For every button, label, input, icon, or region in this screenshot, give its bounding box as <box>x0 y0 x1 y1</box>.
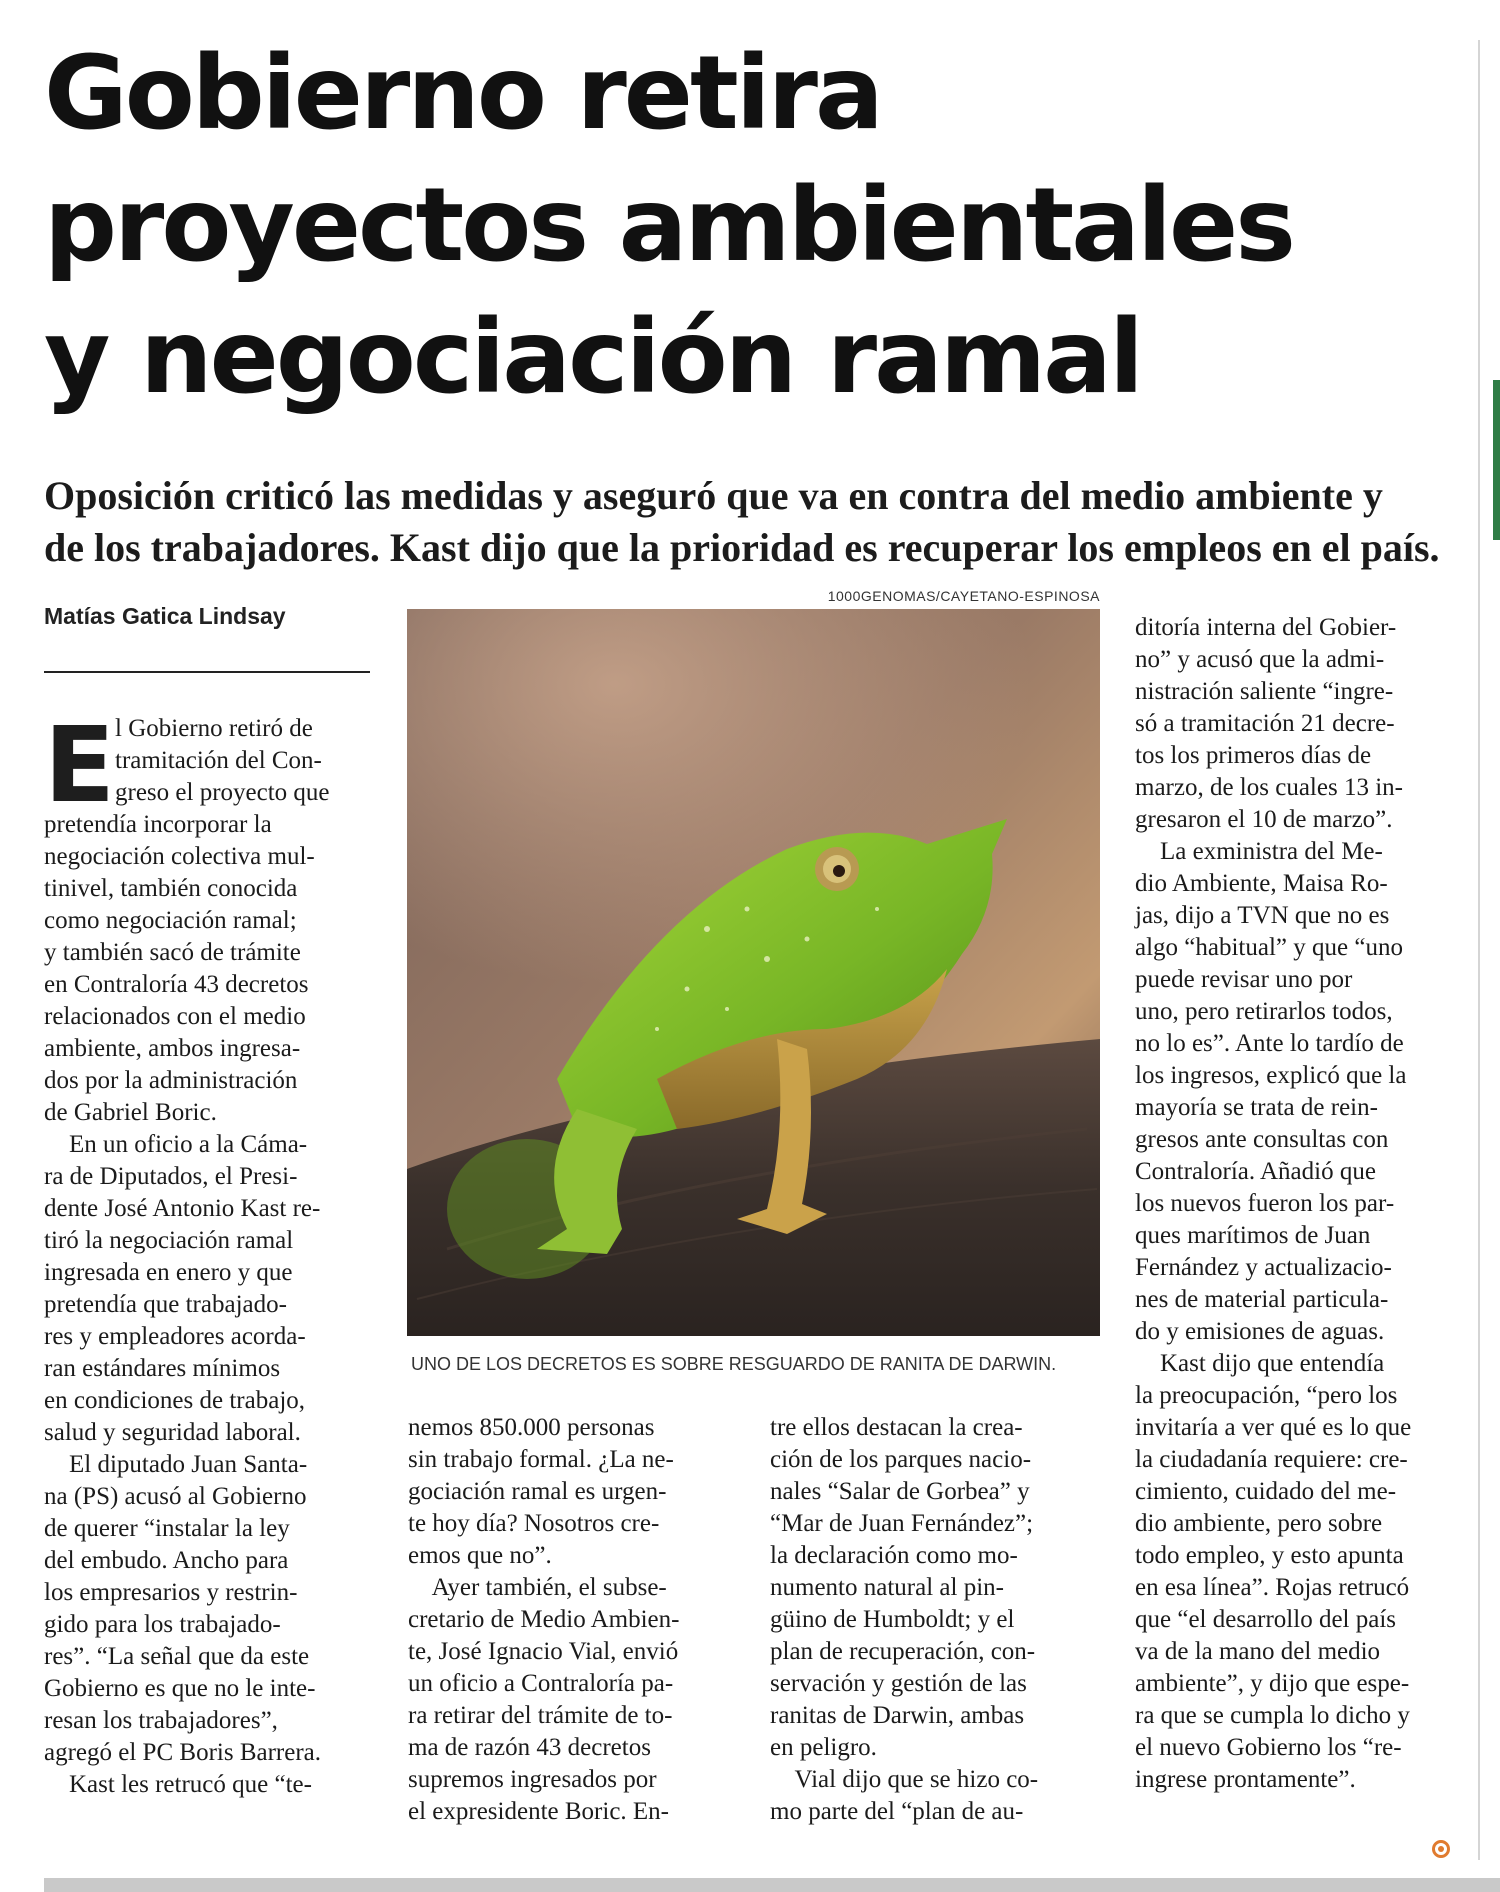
article-line: “Mar de Juan Fernández”; <box>770 1510 1034 1537</box>
article-line: que “el desarrollo del país <box>1135 1606 1397 1633</box>
article-line: algo “habitual” y que “uno <box>1135 934 1403 961</box>
article-line: ingrese prontamente”. <box>1135 1766 1356 1793</box>
article-line: res y empleadores acorda- <box>44 1323 306 1350</box>
column-2 <box>408 1412 679 1828</box>
article-line: no” y acusó que la admi- <box>1135 646 1385 673</box>
article-line: tinivel, también conocida <box>44 875 298 902</box>
article-line: en peligro. <box>770 1734 877 1761</box>
article-line: El diputado Juan Santa- <box>44 1451 308 1478</box>
article-line: Gobierno es que no le inte- <box>44 1675 316 1702</box>
article-line: invitaría a ver qué es lo que <box>1135 1414 1412 1441</box>
article-line: mo parte del “plan de au- <box>770 1798 1024 1825</box>
article-line: plan de recuperación, con- <box>770 1638 1036 1665</box>
article-line: del embudo. Ancho para <box>44 1547 289 1574</box>
article-line: como negociación ramal; <box>44 907 297 934</box>
article-line: só a tramitación 21 decre- <box>1135 710 1395 737</box>
adjacent-page-strip <box>1493 380 1500 540</box>
article-line: ra de Diputados, el Presi- <box>44 1163 298 1190</box>
article-line: dente José Antonio Kast re- <box>44 1195 321 1222</box>
article-line: nistración saliente “ingre- <box>1135 678 1394 705</box>
article-line: mayoría se trata de rein- <box>1135 1094 1378 1121</box>
article-line: pretendía que trabajado- <box>44 1291 287 1318</box>
article-line: servación y gestión de las <box>770 1670 1027 1697</box>
article-line: ra retirar del trámite de to- <box>408 1702 673 1729</box>
headline-line: Gobierno retira <box>44 34 881 153</box>
article-line: Kast les retrucó que “te- <box>44 1771 312 1798</box>
subheadline-line: Oposición criticó las medidas y aseguró que va en contra del medio ambiente y <box>44 473 1383 518</box>
article-line: do y emisiones de aguas. <box>1135 1318 1385 1345</box>
subheadline <box>44 470 1464 574</box>
article-line: gido para los trabajado- <box>44 1611 281 1638</box>
article-line: gresaron el 10 de marzo”. <box>1135 806 1393 833</box>
article-line: En un oficio a la Cáma- <box>44 1131 308 1158</box>
article-line: el nuevo Gobierno los “re- <box>1135 1734 1402 1761</box>
article-line: y también sacó de trámite <box>44 939 301 966</box>
article-line: emos que no”. <box>408 1542 552 1569</box>
photo-caption: UNO DE LOS DECRETOS ES SOBRE RESGUARDO DE RANITA DE DARWIN. <box>411 1354 1057 1374</box>
article-line: ción de los parques nacio- <box>770 1446 1032 1473</box>
article-line: gociación ramal es urgen- <box>408 1478 667 1505</box>
headline-line: proyectos ambientales <box>44 166 1293 285</box>
article-line: ditoría interna del Gobier- <box>1135 614 1397 641</box>
article-line: sin trabajo formal. ¿La ne- <box>408 1446 674 1473</box>
article-line: ranitas de Darwin, ambas <box>770 1702 1025 1729</box>
article-line: en condiciones de trabajo, <box>44 1387 306 1414</box>
article-line: en esa línea”. Rojas retrucó <box>1135 1574 1410 1601</box>
article-line: Fernández y actualizacio- <box>1135 1254 1392 1281</box>
article-line: la preocupación, “pero los <box>1135 1382 1398 1409</box>
article-line: ingresada en enero y que <box>44 1259 293 1286</box>
article-line: los nuevos fueron los par- <box>1135 1190 1395 1217</box>
byline: Matías Gatica Lindsay <box>44 603 286 629</box>
article-line: en Contraloría 43 decretos <box>44 971 309 998</box>
article-line: Kast dijo que entendía <box>1135 1350 1385 1377</box>
article-line: La exministra del Me- <box>1135 838 1383 865</box>
article-line: salud y seguridad laboral. <box>44 1419 301 1446</box>
article-line: ques marítimos de Juan <box>1135 1222 1371 1249</box>
frog-photo <box>407 609 1100 1336</box>
article-line: el expresidente Boric. En- <box>408 1798 670 1825</box>
article-line: greso el proyecto que <box>115 779 330 806</box>
article-line: dio ambiente, pero sobre <box>1135 1510 1383 1537</box>
column-1 <box>44 809 321 1801</box>
bottom-bar <box>44 1878 1500 1892</box>
headline-line: y negociación ramal <box>44 298 1141 417</box>
subheadline-line: de los trabajadores. Kast dijo que la prioridad es recuperar los empleos en el país. <box>44 525 1440 570</box>
article-line: un oficio a Contraloría pa- <box>408 1670 674 1697</box>
article-line: gresos ante consultas con <box>1135 1126 1389 1153</box>
article-line: resan los trabajadores”, <box>44 1707 278 1734</box>
article-line: puede revisar uno por <box>1135 966 1353 993</box>
article-line: Vial dijo que se hizo co- <box>770 1766 1039 1793</box>
article-line: la ciudadanía requiere: cre- <box>1135 1446 1408 1473</box>
column-3 <box>770 1412 1038 1828</box>
article-line: la declaración como mo- <box>770 1542 1018 1569</box>
article-line: te hoy día? Nosotros cre- <box>408 1510 660 1537</box>
article-line: ra que se cumpla lo dicho y <box>1135 1702 1410 1729</box>
article-line: dio Ambiente, Maisa Ro- <box>1135 870 1388 897</box>
article-line: dos por la administración <box>44 1067 298 1094</box>
column-divider <box>1478 40 1480 1860</box>
article-line: Ayer también, el subse- <box>408 1574 667 1601</box>
article-line: cimiento, cuidado del me- <box>1135 1478 1397 1505</box>
article-line: nemos 850.000 personas <box>408 1414 655 1441</box>
article-line: de querer “instalar la ley <box>44 1515 290 1542</box>
article-line: cretario de Medio Ambien- <box>408 1606 680 1633</box>
article-line: ambiente, ambos ingresa- <box>44 1035 301 1062</box>
column-1-intro <box>115 713 330 809</box>
article-line: los ingresos, explicó que la <box>1135 1062 1407 1089</box>
article-line: tramitación del Con- <box>115 747 322 774</box>
end-of-article-icon <box>1432 1840 1450 1858</box>
article-line: de Gabriel Boric. <box>44 1099 217 1126</box>
article-line: relacionados con el medio <box>44 1003 306 1030</box>
article-line: nes de material particula- <box>1135 1286 1389 1313</box>
byline-rule <box>44 671 370 673</box>
article-line: res”. “La señal que da este <box>44 1643 310 1670</box>
article-line: marzo, de los cuales 13 in- <box>1135 774 1403 801</box>
article-line: ambiente”, y dijo que espe- <box>1135 1670 1410 1697</box>
column-4 <box>1135 612 1411 1796</box>
article-line: ran estándares mínimos <box>44 1355 281 1382</box>
article-line: supremos ingresados por <box>408 1766 657 1793</box>
article-line: güino de Humboldt; y el <box>770 1606 1015 1633</box>
article-line: tos los primeros días de <box>1135 742 1372 769</box>
article-line: agregó el PC Boris Barrera. <box>44 1739 322 1766</box>
article-line: va de la mano del medio <box>1135 1638 1381 1665</box>
article-line: los empresarios y restrin- <box>44 1579 298 1606</box>
article-line: numento natural al pin- <box>770 1574 1004 1601</box>
article-line: Contraloría. Añadió que <box>1135 1158 1376 1185</box>
headline <box>44 28 1444 424</box>
article-line: todo empleo, y esto apunta <box>1135 1542 1404 1569</box>
article-line: negociación colectiva mul- <box>44 843 315 870</box>
article-line: tiró la negociación ramal <box>44 1227 294 1254</box>
article-line: te, José Ignacio Vial, envió <box>408 1638 679 1665</box>
article-line: no lo es”. Ante lo tardío de <box>1135 1030 1404 1057</box>
article-line: na (PS) acusó al Gobierno <box>44 1483 307 1510</box>
drop-cap: E <box>44 704 116 826</box>
article-line: jas, dijo a TVN que no es <box>1135 902 1390 929</box>
article-line: l Gobierno retiró de <box>115 715 313 742</box>
photo-credit: 1000GENOMAS/CAYETANO-ESPINOSA <box>827 588 1100 604</box>
article-line: tre ellos destacan la crea- <box>770 1414 1023 1441</box>
article-line: ma de razón 43 decretos <box>408 1734 651 1761</box>
article-line: pretendía incorporar la <box>44 811 272 838</box>
article-line: nales “Salar de Gorbea” y <box>770 1478 1030 1505</box>
article-line: uno, pero retirarlos todos, <box>1135 998 1393 1025</box>
